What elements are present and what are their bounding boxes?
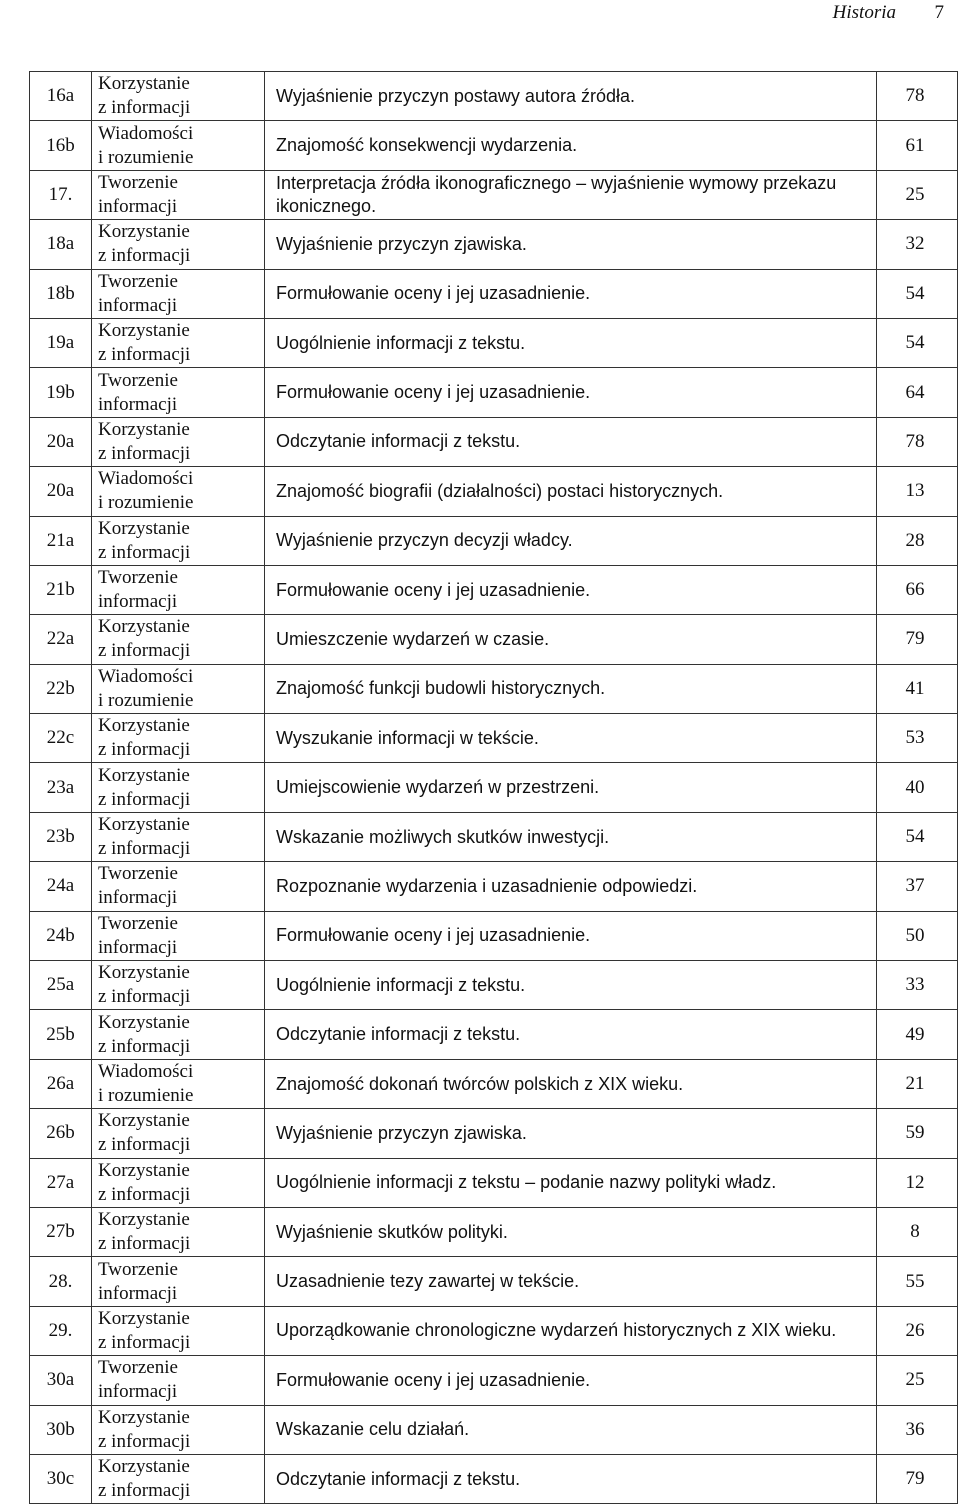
skill-category-line-1: Korzystanie [98,616,190,638]
table-row [30,812,958,861]
skill-description-cell: Wyjaśnienie skutków polityki. [265,1207,877,1256]
table-row [30,121,958,170]
skill-category-line-2: i rozumienie [98,492,194,514]
skill-category-line-1: Korzystanie [98,320,190,342]
skill-category-line-1: Tworzenie [98,912,178,934]
skill-category-cell [92,1158,265,1207]
skill-category-line-2: informacji [98,887,178,909]
skill-category-cell [92,763,265,812]
table-row [30,368,958,417]
table-row [30,961,958,1010]
skill-description-cell: Formułowanie oceny i jej uzasadnienie. [265,565,877,614]
header-subject-title: Historia [832,2,896,23]
skill-category-cell [92,812,265,861]
task-number-cell: 18b [30,269,92,318]
skill-category-line-1: Korzystanie [98,1011,190,1033]
table-row [30,318,958,367]
table-row [30,714,958,763]
task-number-cell: 22a [30,615,92,664]
skill-category-line-1: Wiadomości [98,665,194,687]
table-row [30,763,958,812]
skill-category-line-2: informacji [98,591,178,613]
task-number-cell: 25b [30,1010,92,1059]
table-row [30,911,958,960]
skill-description-cell: Wyjaśnienie przyczyn zjawiska. [265,220,877,269]
skill-category-cell [92,1010,265,1059]
result-value-cell: 78 [877,72,958,121]
task-number-cell: 24b [30,911,92,960]
skill-category-cell [92,961,265,1010]
skill-category-cell [92,714,265,763]
table-row [30,1306,958,1355]
result-value-cell: 59 [877,1109,958,1158]
page-header [0,0,960,40]
table-row [30,417,958,466]
table-row [30,467,958,516]
skill-category-cell [92,1356,265,1405]
skill-category-line-2: z informacji [98,739,191,761]
result-value-cell: 61 [877,121,958,170]
skill-description-cell: Uporządkowanie chronologiczne wydarzeń historycznych z XIX wieku. [265,1306,877,1355]
table-row [30,1454,958,1503]
skill-category-line-1: Korzystanie [98,73,190,95]
skill-category-line-2: z informacji [98,245,191,267]
table-row [30,72,958,121]
skill-category-cell [92,516,265,565]
skill-category-line-2: z informacji [98,541,191,563]
skill-category-line-2: i rozumienie [98,146,194,168]
result-value-cell: 55 [877,1257,958,1306]
result-value-cell: 53 [877,714,958,763]
skill-category-line-2: z informacji [98,788,191,810]
results-table-body [30,72,958,1504]
skill-category-cell [92,417,265,466]
skill-description-cell: Formułowanie oceny i jej uzasadnienie. [265,368,877,417]
task-number-cell: 27a [30,1158,92,1207]
skill-category-line-2: z informacji [98,838,191,860]
skill-category-cell [92,318,265,367]
skill-description-cell: Znajomość konsekwencji wydarzenia. [265,121,877,170]
result-value-cell: 41 [877,664,958,713]
task-number-cell: 21a [30,516,92,565]
skill-description-cell: Umieszczenie wydarzeń w czasie. [265,615,877,664]
task-number-cell: 16b [30,121,92,170]
task-number-cell: 25a [30,961,92,1010]
table-row [30,220,958,269]
skill-category-line-1: Korzystanie [98,1406,190,1428]
skill-category-cell [92,1405,265,1454]
skill-description-cell: Uogólnienie informacji z tekstu – podanie nazwy polityki władz. [265,1158,877,1207]
skill-description-cell: Uogólnienie informacji z tekstu. [265,961,877,1010]
task-number-cell: 28. [30,1257,92,1306]
table-row [30,862,958,911]
table-row [30,1059,958,1108]
skill-category-cell [92,1059,265,1108]
skill-description-cell: Formułowanie oceny i jej uzasadnienie. [265,911,877,960]
skill-category-line-1: Tworzenie [98,270,178,292]
skill-description-cell: Uzasadnienie tezy zawartej w tekście. [265,1257,877,1306]
skill-description-cell: Formułowanie oceny i jej uzasadnienie. [265,1356,877,1405]
skill-description-cell: Rozpoznanie wydarzenia i uzasadnienie odpowiedzi. [265,862,877,911]
result-value-cell: 78 [877,417,958,466]
skill-category-line-1: Tworzenie [98,171,178,193]
result-value-cell: 79 [877,615,958,664]
skill-category-cell [92,170,265,219]
table-row [30,1257,958,1306]
skill-description-cell: Wskazanie celu działań. [265,1405,877,1454]
task-number-cell: 23b [30,812,92,861]
table-row [30,269,958,318]
skill-description-cell: Znajomość biografii (działalności) postaci historycznych. [265,467,877,516]
task-number-cell: 21b [30,565,92,614]
skill-category-line-2: z informacji [98,1331,191,1353]
skill-category-cell [92,72,265,121]
skill-category-cell [92,220,265,269]
skill-category-line-2: i rozumienie [98,689,194,711]
skill-description-cell: Znajomość funkcji budowli historycznych. [265,664,877,713]
skill-description-cell: Uogólnienie informacji z tekstu. [265,318,877,367]
skill-description-cell: Odczytanie informacji z tekstu. [265,417,877,466]
task-number-cell: 17. [30,170,92,219]
skill-category-line-1: Korzystanie [98,764,190,786]
skill-category-cell [92,862,265,911]
skill-description-cell: Interpretacja źródła ikonograficznego – wyjaśnienie wymowy przekazu ikonicznego. [265,170,877,219]
table-row [30,565,958,614]
skill-category-cell [92,565,265,614]
task-number-cell: 30c [30,1454,92,1503]
result-value-cell: 32 [877,220,958,269]
skill-category-line-2: informacji [98,195,178,217]
skill-category-line-2: informacji [98,294,178,316]
skill-category-cell [92,269,265,318]
result-value-cell: 12 [877,1158,958,1207]
result-value-cell: 13 [877,467,958,516]
skill-category-line-1: Korzystanie [98,1209,190,1231]
result-value-cell: 64 [877,368,958,417]
task-number-cell: 30b [30,1405,92,1454]
results-table [29,71,958,1504]
skill-category-cell [92,1454,265,1503]
skill-category-line-1: Korzystanie [98,1307,190,1329]
skill-category-line-2: z informacji [98,442,191,464]
table-row [30,1356,958,1405]
table-row [30,615,958,664]
result-value-cell: 66 [877,565,958,614]
skill-category-line-1: Wiadomości [98,1061,194,1082]
task-number-cell: 24a [30,862,92,911]
skill-category-line-2: i rozumienie [98,1085,194,1106]
header-page-number: 7 [934,2,944,23]
skill-description-cell: Umiejscowienie wydarzeń w przestrzeni. [265,763,877,812]
task-number-cell: 16a [30,72,92,121]
skill-description-cell: Wyszukanie informacji w tekście. [265,714,877,763]
result-value-cell: 79 [877,1454,958,1503]
task-number-cell: 23a [30,763,92,812]
skill-category-line-1: Korzystanie [98,418,190,440]
skill-category-line-1: Tworzenie [98,1357,178,1379]
task-number-cell: 29. [30,1306,92,1355]
task-number-cell: 30a [30,1356,92,1405]
task-number-cell: 19a [30,318,92,367]
table-row [30,1207,958,1256]
task-number-cell: 22b [30,664,92,713]
task-number-cell: 20a [30,417,92,466]
skill-description-cell: Znajomość dokonań twórców polskich z XIX wieku. [265,1059,877,1108]
table-row [30,170,958,219]
skill-description-cell: Wyjaśnienie przyczyn zjawiska. [265,1109,877,1158]
task-number-cell: 20a [30,467,92,516]
skill-category-cell [92,664,265,713]
result-value-cell: 54 [877,318,958,367]
skill-category-line-2: z informacji [98,1430,191,1452]
skill-category-line-1: Korzystanie [98,814,190,836]
skill-description-cell: Wyjaśnienie przyczyn decyzji władcy. [265,516,877,565]
table-row [30,1109,958,1158]
skill-category-line-1: Tworzenie [98,369,178,391]
skill-category-line-1: Korzystanie [98,221,190,243]
skill-category-cell [92,368,265,417]
skill-category-line-2: z informacji [98,986,191,1008]
skill-description-cell: Odczytanie informacji z tekstu. [265,1454,877,1503]
table-row [30,1158,958,1207]
result-value-cell: 49 [877,1010,958,1059]
result-value-cell: 28 [877,516,958,565]
skill-category-line-1: Korzystanie [98,962,190,984]
task-number-cell: 18a [30,220,92,269]
skill-category-cell [92,1306,265,1355]
skill-category-cell [92,467,265,516]
skill-category-cell [92,615,265,664]
skill-category-line-2: informacji [98,936,178,958]
skill-category-line-1: Korzystanie [98,715,190,737]
result-value-cell: 33 [877,961,958,1010]
table-row [30,516,958,565]
result-value-cell: 25 [877,1356,958,1405]
skill-category-line-2: z informacji [98,1233,191,1255]
skill-category-line-2: informacji [98,393,178,415]
skill-category-cell [92,1257,265,1306]
skill-category-cell [92,911,265,960]
result-value-cell: 40 [877,763,958,812]
table-row [30,664,958,713]
skill-category-line-2: informacji [98,1282,178,1304]
skill-category-line-2: z informacji [98,97,191,119]
skill-category-line-1: Tworzenie [98,567,178,589]
skill-category-line-2: z informacji [98,1134,191,1156]
result-value-cell: 25 [877,170,958,219]
skill-category-line-1: Korzystanie [98,1159,190,1181]
task-number-cell: 22c [30,714,92,763]
skill-category-cell [92,121,265,170]
skill-category-line-1: Tworzenie [98,863,178,885]
result-value-cell: 21 [877,1059,958,1108]
result-value-cell: 50 [877,911,958,960]
skill-category-line-2: z informacji [98,344,191,366]
result-value-cell: 8 [877,1207,958,1256]
result-value-cell: 54 [877,269,958,318]
skill-description-cell: Wskazanie możliwych skutków inwestycji. [265,812,877,861]
skill-category-line-1: Korzystanie [98,1110,190,1132]
skill-category-line-2: informacji [98,1381,178,1403]
table-row [30,1010,958,1059]
table-row [30,1405,958,1454]
skill-description-cell: Formułowanie oceny i jej uzasadnienie. [265,269,877,318]
skill-category-line-1: Korzystanie [98,1456,190,1478]
result-value-cell: 36 [877,1405,958,1454]
task-number-cell: 26b [30,1109,92,1158]
skill-category-line-1: Tworzenie [98,1258,178,1280]
skill-category-line-2: z informacji [98,1035,191,1057]
skill-category-line-1: Wiadomości [98,468,194,490]
skill-category-line-2: z informacji [98,1183,191,1205]
skill-category-cell [92,1207,265,1256]
skill-category-cell [92,1109,265,1158]
task-number-cell: 26a [30,1059,92,1108]
result-value-cell: 54 [877,812,958,861]
skill-category-line-1: Korzystanie [98,517,190,539]
result-value-cell: 37 [877,862,958,911]
skill-category-line-2: z informacji [98,1480,191,1502]
skill-description-cell: Wyjaśnienie przyczyn postawy autora źródła. [265,72,877,121]
task-number-cell: 19b [30,368,92,417]
skill-category-line-2: z informacji [98,640,191,662]
task-number-cell: 27b [30,1207,92,1256]
skill-description-cell: Odczytanie informacji z tekstu. [265,1010,877,1059]
skill-category-line-1: Wiadomości [98,122,194,144]
result-value-cell: 26 [877,1306,958,1355]
